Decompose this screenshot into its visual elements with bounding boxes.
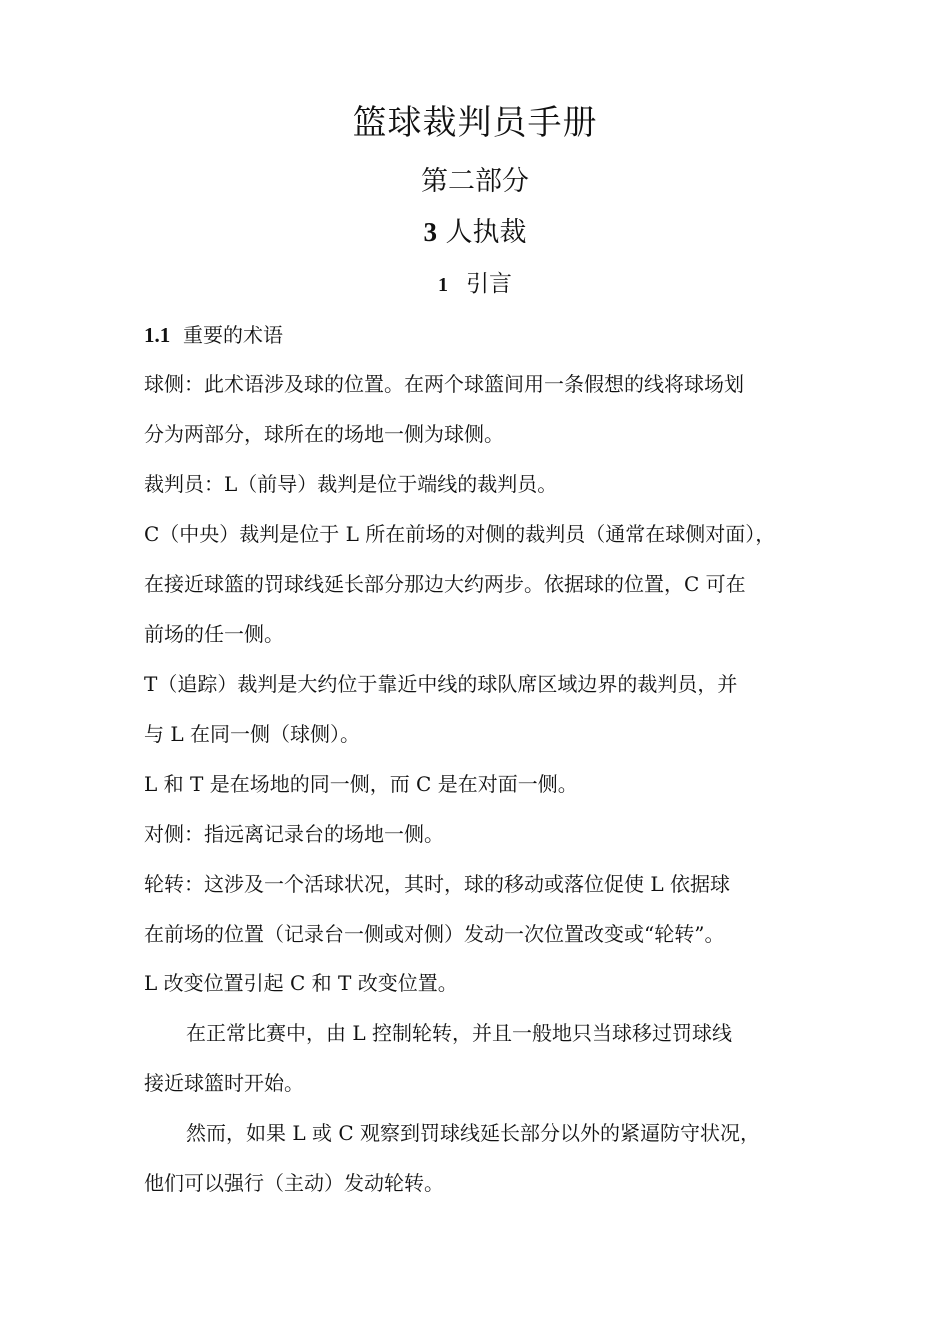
body-line: 他们可以强行（主动）发动轮转。 [144,1171,444,1195]
chapter-number: 1 [438,274,448,296]
body-line: 裁判员：L（前导）裁判是位于端线的裁判员。 [144,472,558,496]
body-line: T（追踪）裁判是大约位于靠近中线的球队席区域边界的裁判员，并 [144,672,738,696]
subsection-heading [144,320,824,350]
part-heading: 第二部分 [421,166,529,197]
body-line: 对侧：指远离记录台的场地一侧。 [144,822,444,846]
body-line: L 改变位置引起 C 和 T 改变位置。 [144,971,458,995]
chapter-title: 引言 [466,271,512,297]
document-title: 篮球裁判员手册 [352,103,598,143]
body-line: 分为两部分，球所在的场地一侧为球侧。 [144,422,504,446]
section-title: 人执裁 [445,217,527,248]
body-line: 轮转：这涉及一个活球状况，其时，球的移动或落位促使 L 依据球 [144,872,730,896]
chapter-heading [0,266,950,303]
section-heading [0,212,950,253]
subsection-title: 重要的术语 [182,323,283,347]
body-line: 在正常比赛中，由 L 控制轮转，并且一般地只当球移过罚球线 [186,1021,732,1045]
body-line: 在接近球篮的罚球线延长部分那边大约两步。依据球的位置，C 可在 [144,572,746,596]
body-line: 球侧：此术语涉及球的位置。在两个球篮间用一条假想的线将球场划 [144,372,744,396]
body-line: 在前场的位置（记录台一侧或对侧）发动一次位置改变或“轮转”。 [144,922,725,946]
body-line: C（中央）裁判是位于 L 所在前场的对侧的裁判员（通常在球侧对面）， [144,522,776,546]
body-line: 然而，如果 L 或 C 观察到罚球线延长部分以外的紧逼防守状况， [186,1121,761,1145]
body-line: 前场的任一侧。 [144,622,284,646]
body-line: L 和 T 是在场地的同一侧，而 C 是在对面一侧。 [144,772,578,796]
subsection-number: 1.1 [144,323,171,347]
section-number: 3 [423,217,437,247]
body-line: 与 L 在同一侧（球侧）。 [144,722,360,746]
body-line: 接近球篮时开始。 [144,1071,304,1095]
